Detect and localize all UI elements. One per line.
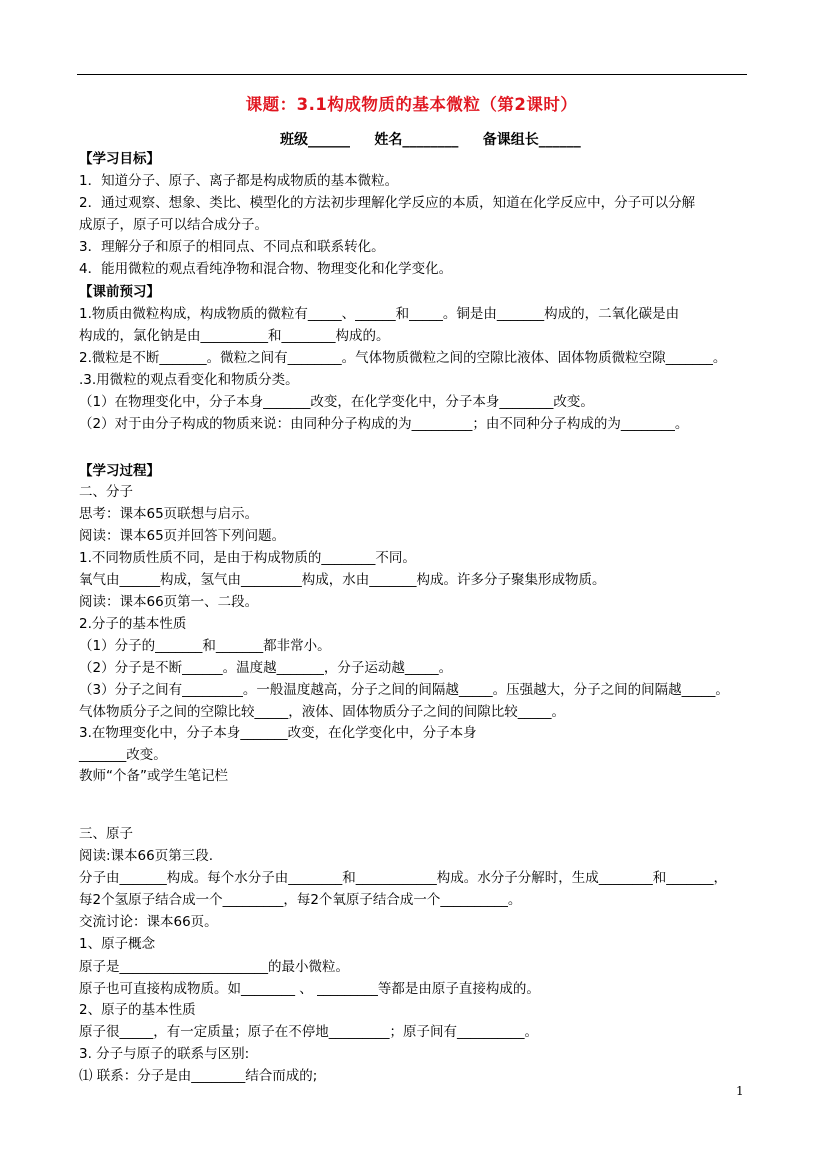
text-line: 二、分子 [79, 484, 133, 500]
text-line: 构成的，氯化钠是由__________和________构成的。 [79, 328, 390, 344]
text-line: .3.用微粒的观点看变化和物质分类。 [79, 372, 299, 388]
text-line: 1．知道分子、原子、离子都是构成物质的基本微粒。 [79, 173, 399, 189]
text-line: 1.物质由微粒构成，构成物质的微粒有_____、______和_____。铜是由_______构成的，二氧化碳是由 [79, 306, 680, 322]
class-blank[interactable]: ______ [308, 132, 350, 148]
text-line: 2.分子的基本性质 [79, 616, 187, 632]
text-line: 2.微粒是不断_______。微粒之间有________。气体物质微粒之间的空隙比液体、固体物质微粒空隙_______。 [79, 350, 727, 366]
text-line: 气体物质分子之间的空隙比较_____，液体、固体物质分子之间的间隙比较_____。 [79, 704, 565, 720]
text-line: 阅读：课本66页第一、二段。 [79, 594, 259, 610]
name-label: 姓名 [374, 132, 403, 148]
info-line [280, 129, 581, 149]
text-line: 交流讨论：课本66页。 [79, 914, 218, 930]
header-rule [77, 74, 747, 75]
section-heading: 【学习目标】 [79, 151, 160, 167]
section-heading: 【课前预习】 [79, 284, 160, 300]
text-line: 教师“个备”或学生笔记栏 [79, 768, 228, 784]
text-line: 阅读:课本66页第三段. [79, 848, 214, 864]
text-line: （2）对于由分子构成的物质来说：由同种分子构成的为_________；由不同种分子构成的为________。 [79, 416, 689, 432]
text-line: 3. 分子与原子的联系与区别: [79, 1046, 250, 1062]
text-line: （3）分子之间有_________。一般温度越高，分子之间的间隔越_____。压强越大，分子之间的间隔越_____。 [79, 682, 729, 698]
text-line: 成原子，原子可以结合成分子。 [79, 217, 268, 233]
leader-blank[interactable]: ______ [538, 132, 581, 148]
text-line: 原子也可直接构成物质。如________ 、 _________等都是由原子直接构成的。 [79, 981, 540, 997]
leader-label: 备课组长 [482, 132, 539, 148]
text-line: （1）在物理变化中，分子本身_______改变，在化学变化中，分子本身________改变。 [79, 394, 594, 410]
text-line: 原子是______________________的最小微粒。 [79, 959, 349, 975]
text-line: 原子很_____，有一定质量；原子在不停地_________；原子间有__________。 [79, 1024, 538, 1040]
text-line: （1）分子的_______和_______都非常小。 [79, 638, 331, 654]
text-line: 阅读：课本65页并回答下列问题。 [79, 528, 286, 544]
text-line: 1、原子概念 [79, 936, 156, 952]
text-line: 2、原子的基本性质 [79, 1002, 196, 1018]
text-line: 2．通过观察、想象、类比、模型化的方法初步理解化学反应的本质，知道在化学反应中，分子可以分解 [79, 195, 696, 211]
text-line: 三、原子 [79, 826, 133, 842]
name-blank[interactable]: ________ [402, 132, 459, 148]
text-line: _______改变。 [79, 747, 167, 763]
text-line: 氧气由______构成，氢气由_________构成，水由_______构成。许多分子聚集形成物质。 [79, 572, 606, 588]
text-line: 3．理解分子和原子的相同点、不同点和联系转化。 [79, 239, 385, 255]
section-heading: 【学习过程】 [79, 463, 160, 479]
text-line: 4．能用微粒的观点看纯净物和混合物、物理变化和化学变化。 [79, 261, 453, 277]
text-line: （2）分子是不断______。温度越_______，分子运动越_____。 [79, 660, 453, 676]
text-line: 每2个氢原子结合成一个_________，每2个氧原子结合成一个__________。 [79, 892, 522, 908]
text-line: 思考：课本65页联想与启示。 [79, 506, 259, 522]
text-line: 1.不同物质性质不同，是由于构成物质的________不同。 [79, 550, 416, 566]
class-label: 班级 [280, 132, 308, 148]
page-number: 1 [736, 1084, 744, 1098]
text-line: 3.在物理变化中，分子本身_______改变，在化学变化中，分子本身 [79, 725, 477, 741]
text-line: 分子由_______构成。每个水分子由________和____________构成。水分子分解时，生成________和_______， [79, 870, 727, 886]
page-title: 课题：3.1构成物质的基本微粒（第2课时） [245, 95, 578, 114]
text-line: ⑴ 联系：分子是由________结合而成的; [79, 1068, 318, 1084]
